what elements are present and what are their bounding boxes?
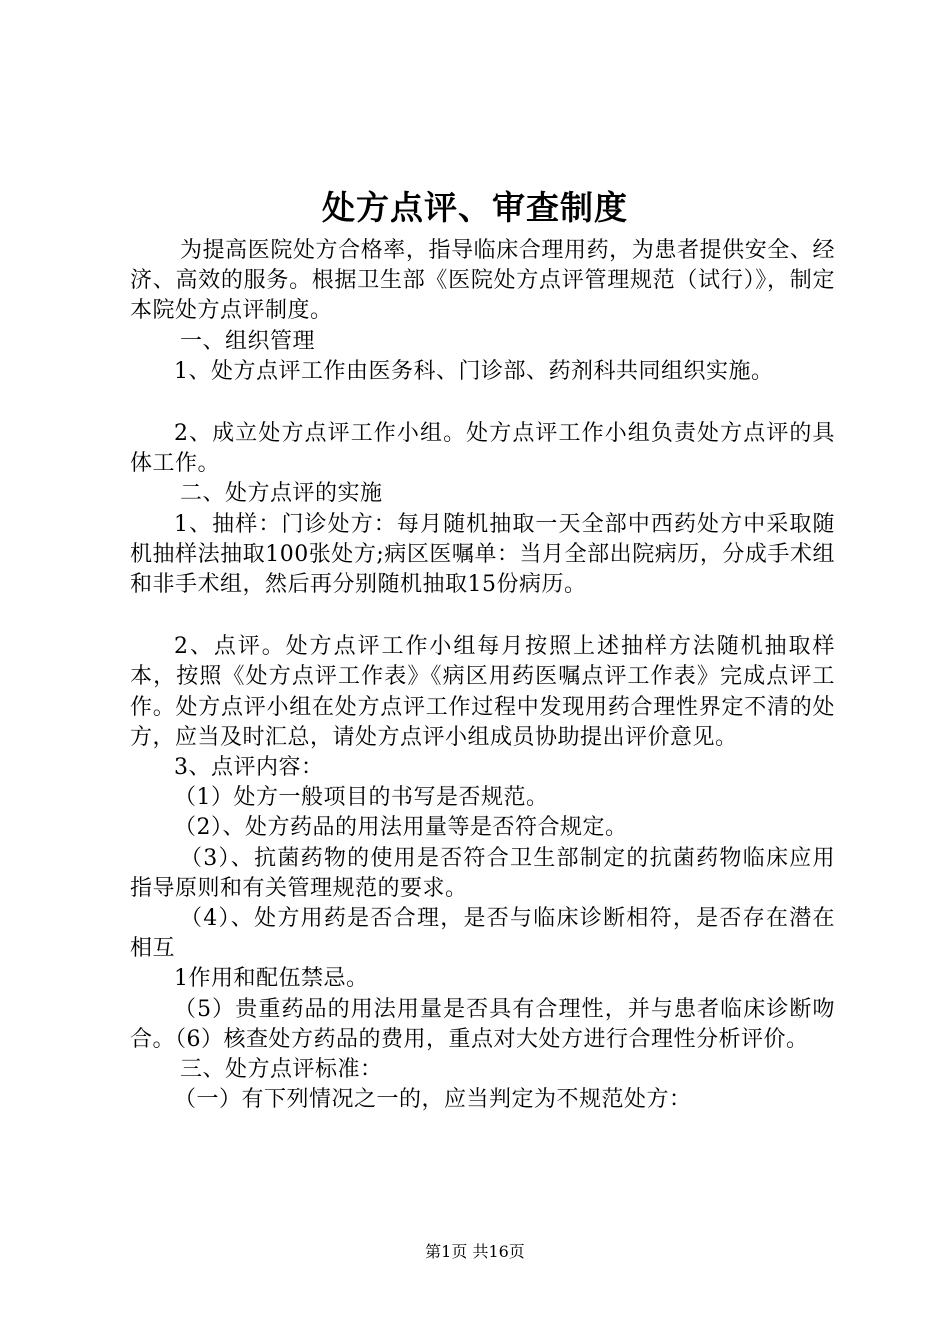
intro-paragraph: 为提高医院处方合格率，指导临床合理用药，为患者提供安全、经济、高效的服务。根据卫生部《医院处方点评管理规范（试行）》，制定本院处方点评制度。 [130,238,835,324]
list-item-4-continued: 1作用和配伍禁忌。 [174,966,369,992]
paragraph-review: 2、点评。处方点评工作小组每月按照上述抽样方法随机抽取样本，按照《处方点评工作表》《病区用药医嘱点评工作表》完成点评工作。处方点评小组在处方点评工作过程中发现用药合理性界定不清的处方，应当及时汇总，请处方点评小组成员协助提出评价意见。 [130,634,835,750]
section-heading-3: 三、处方点评标准： [180,1057,383,1083]
paragraph-gap [130,387,835,419]
document-title: 处方点评、审查制度 [322,188,628,227]
section-heading-1: 一、组织管理 [180,328,316,354]
paragraph-sampling: 1、抽样：门诊处方：每月随机抽取一天全部中西药处方中采取随机抽样法抽取100张处方;病区医嘱单：当月全部出院病历，分成手术组和非手术组，然后再分别随机抽取15份病历。 [130,511,835,598]
page-footer: 第1页 共16页 [425,1242,525,1261]
paragraph-standard-1: （一）有下列情况之一的，应当判定为不规范处方： [174,1087,692,1113]
list-item-2: （2）、处方药品的用法用量等是否符合规定。 [174,815,628,841]
list-item-4: （4）、处方用药是否合理，是否与临床诊断相符，是否存在潜在相互 [130,906,835,962]
section-heading-2: 二、处方点评的实施 [180,481,383,507]
paragraph-org-1: 1、处方点评工作由医务科、门诊部、药剂科共同组织实施。 [174,358,774,384]
paragraph-org-2: 2、成立处方点评工作小组。处方点评工作小组负责处方点评的具体工作。 [130,421,835,477]
list-item-1: （1）处方一般项目的书写是否规范。 [174,785,549,811]
paragraph-review-content: 3、点评内容： [174,755,324,781]
list-item-3: （3）、抗菌药物的使用是否符合卫生部制定的抗菌药物临床应用指导原则和有关管理规范的要求。 [130,845,835,901]
list-item-5-6: （5）贵重药品的用法用量是否具有合理性，并与患者临床诊断吻合。（6）核查处方药品的费用，重点对大处方进行合理性分析评价。 [130,996,835,1052]
document-body [130,236,835,1115]
paragraph-gap [130,600,835,632]
